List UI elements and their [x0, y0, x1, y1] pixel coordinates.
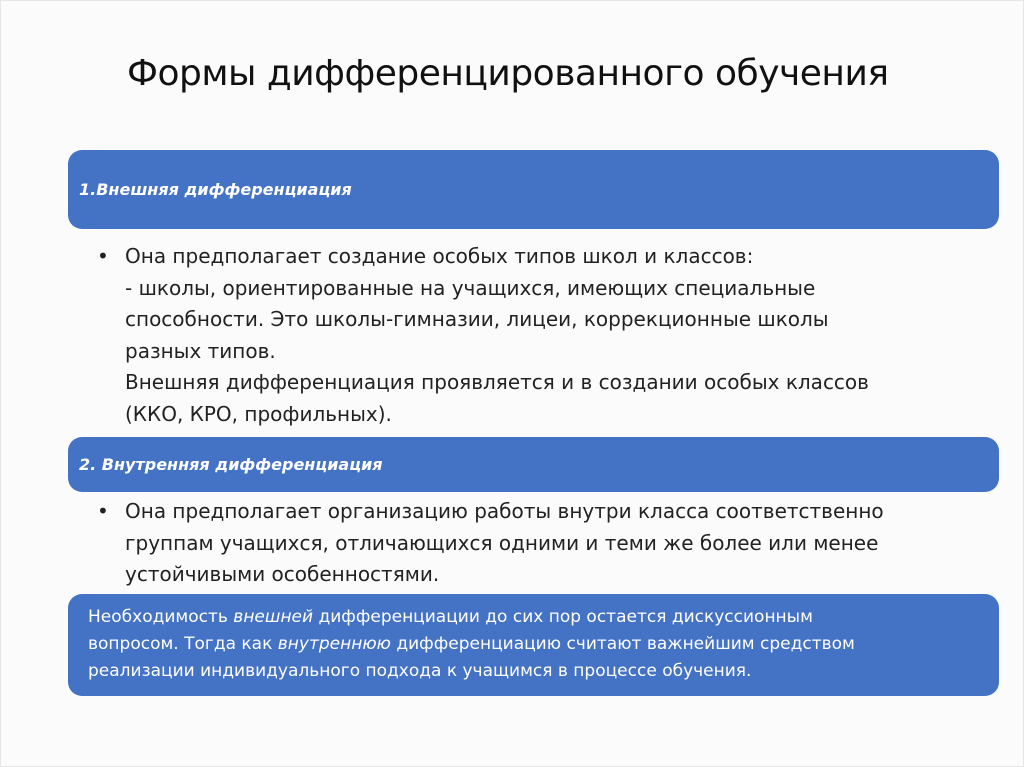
page-title: Формы дифференцированного обучения [127, 53, 889, 94]
text-line: способности. Это школы-гимназии, лицеи, коррекционные школы [125, 307, 829, 331]
bullet-icon: • [97, 499, 109, 523]
list-item [97, 496, 983, 591]
conclusion-text: вопросом. Тогда как [88, 634, 278, 654]
text-line: разных типов. [125, 338, 276, 363]
section-1-header [68, 150, 999, 229]
text-line: Внешняя дифференциация проявляется и в создании особых классов [125, 370, 869, 394]
text-line: Она предполагает организацию работы внутри класса соответственно [125, 499, 884, 523]
text-line: группам учащихся, отличающихся одними и теми же более или менее [125, 530, 879, 555]
conclusion-emphasis: внутреннюю [277, 634, 391, 654]
conclusion-text: дифференциацию считают важнейшим средством [390, 634, 855, 654]
conclusion-text: дифференциации до сих пор остается дискуссионным [313, 607, 813, 627]
conclusion-line-2 [88, 631, 985, 658]
conclusion-box [68, 594, 999, 696]
conclusion-line-3: реализации индивидуального подхода к учащимся в процессе обучения. [88, 661, 752, 681]
text-line: Она предполагает создание особых типов школ и классов: [125, 244, 754, 268]
section-2-heading: 2. Внутренняя дифференциация [79, 455, 383, 474]
text-line: (ККО, КРО, профильных). [125, 401, 392, 426]
conclusion-emphasis: внешней [233, 607, 314, 627]
section-2-body [97, 496, 983, 591]
section-2-header [68, 437, 999, 492]
list-item [97, 241, 983, 430]
conclusion-line-1 [88, 604, 985, 631]
text-line: устойчивыми особенностями. [125, 562, 440, 586]
bullet-icon: • [97, 244, 109, 268]
section-1-text [125, 241, 983, 430]
section-1-heading: 1.Внешняя дифференциация [79, 180, 352, 199]
section-2-text [125, 496, 983, 591]
conclusion-text: Необходимость [88, 607, 234, 627]
section-1-body [97, 241, 983, 430]
text-line: - школы, ориентированные на учащихся, имеющих специальные [125, 275, 816, 300]
